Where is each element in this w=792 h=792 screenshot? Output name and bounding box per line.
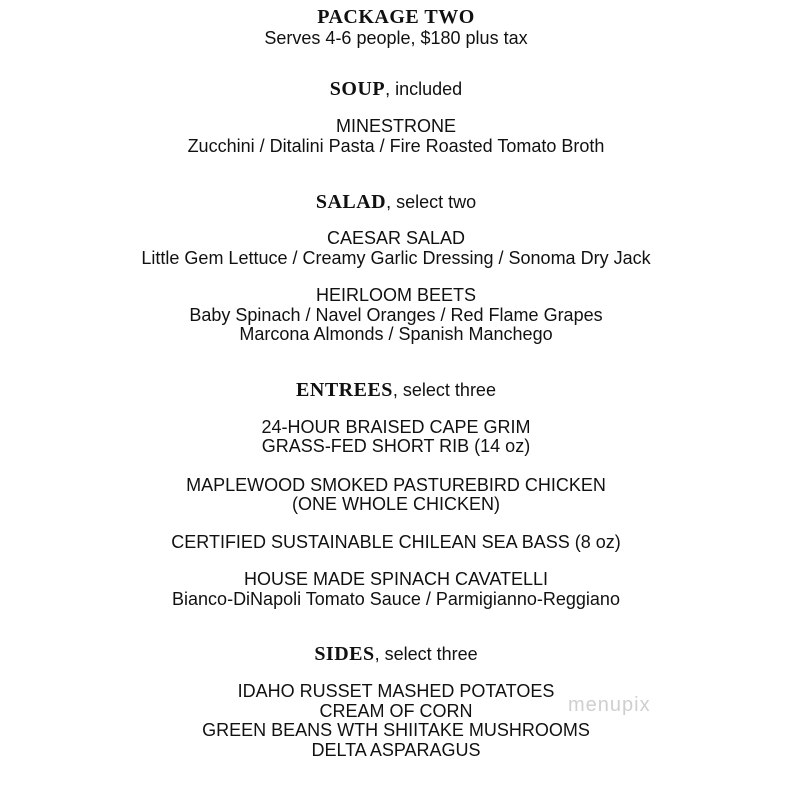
menu-item-spinach-cavatelli (0, 570, 792, 609)
item-description: Bianco-DiNapoli Tomato Sauce / Parmigianno-Reggiano (172, 588, 620, 609)
watermark: menupix (568, 694, 651, 716)
item-name: HOUSE MADE SPINACH CAVATELLI (243, 569, 549, 589)
section-note: , select three (392, 379, 496, 400)
item-name: MAPLEWOOD SMOKED PASTUREBIRD CHICKEN (186, 474, 606, 495)
sides-list (0, 682, 792, 760)
section-note: , included (385, 79, 463, 99)
menu-item-heirloom-beets (0, 286, 792, 345)
section-heading-entrees (0, 379, 792, 401)
menu-item-sea-bass (0, 533, 792, 553)
section-name: ENTREES (296, 378, 393, 401)
section-name: SIDES (314, 643, 375, 665)
side-item: GREEN BEANS WTH SHIITAKE MUSHROOMS (202, 720, 590, 740)
package-title: PACKAGE TWO (317, 6, 475, 28)
section-heading-sides (0, 643, 792, 665)
item-name: HEIRLOOM BEETS (315, 285, 477, 305)
side-item: IDAHO RUSSET MASHED POTATOES (237, 681, 555, 701)
item-name-line-2: GRASS-FED SHORT RIB (14 oz) (261, 436, 531, 456)
item-description-line-2: Marcona Almonds / Spanish Manchego (239, 324, 553, 344)
item-description: Baby Spinach / Navel Oranges / Red Flame Grapes (189, 304, 603, 325)
side-item: CREAM OF CORN (319, 700, 473, 721)
section-note: , select two (386, 192, 477, 212)
item-name: CERTIFIED SUSTAINABLE CHILEAN SEA BASS (8 oz) (171, 531, 621, 552)
section-name: SALAD (315, 191, 387, 213)
package-subtitle: Serves 4-6 people, $180 plus tax (264, 28, 528, 48)
side-item: DELTA ASPARAGUS (311, 739, 481, 760)
item-description: Little Gem Lettuce / Creamy Garlic Dressing / Sonoma Dry Jack (141, 247, 651, 268)
menu-item-minestrone (0, 117, 792, 156)
section-note: , select three (374, 644, 478, 664)
item-name: MINESTRONE (335, 116, 456, 136)
menu-item-short-rib (0, 418, 792, 457)
menu-item-caesar-salad (0, 229, 792, 268)
section-heading-salad (0, 191, 792, 213)
section-heading-soup (0, 78, 792, 100)
item-name: CAESAR SALAD (326, 228, 466, 248)
item-name-line-2: (ONE WHOLE CHICKEN) (291, 494, 500, 514)
item-name: 24-HOUR BRAISED CAPE GRIM (261, 416, 531, 437)
section-name: SOUP (329, 78, 386, 100)
menu-item-smoked-chicken (0, 476, 792, 515)
item-description: Zucchini / Ditalini Pasta / Fire Roasted Tomato Broth (187, 135, 605, 156)
